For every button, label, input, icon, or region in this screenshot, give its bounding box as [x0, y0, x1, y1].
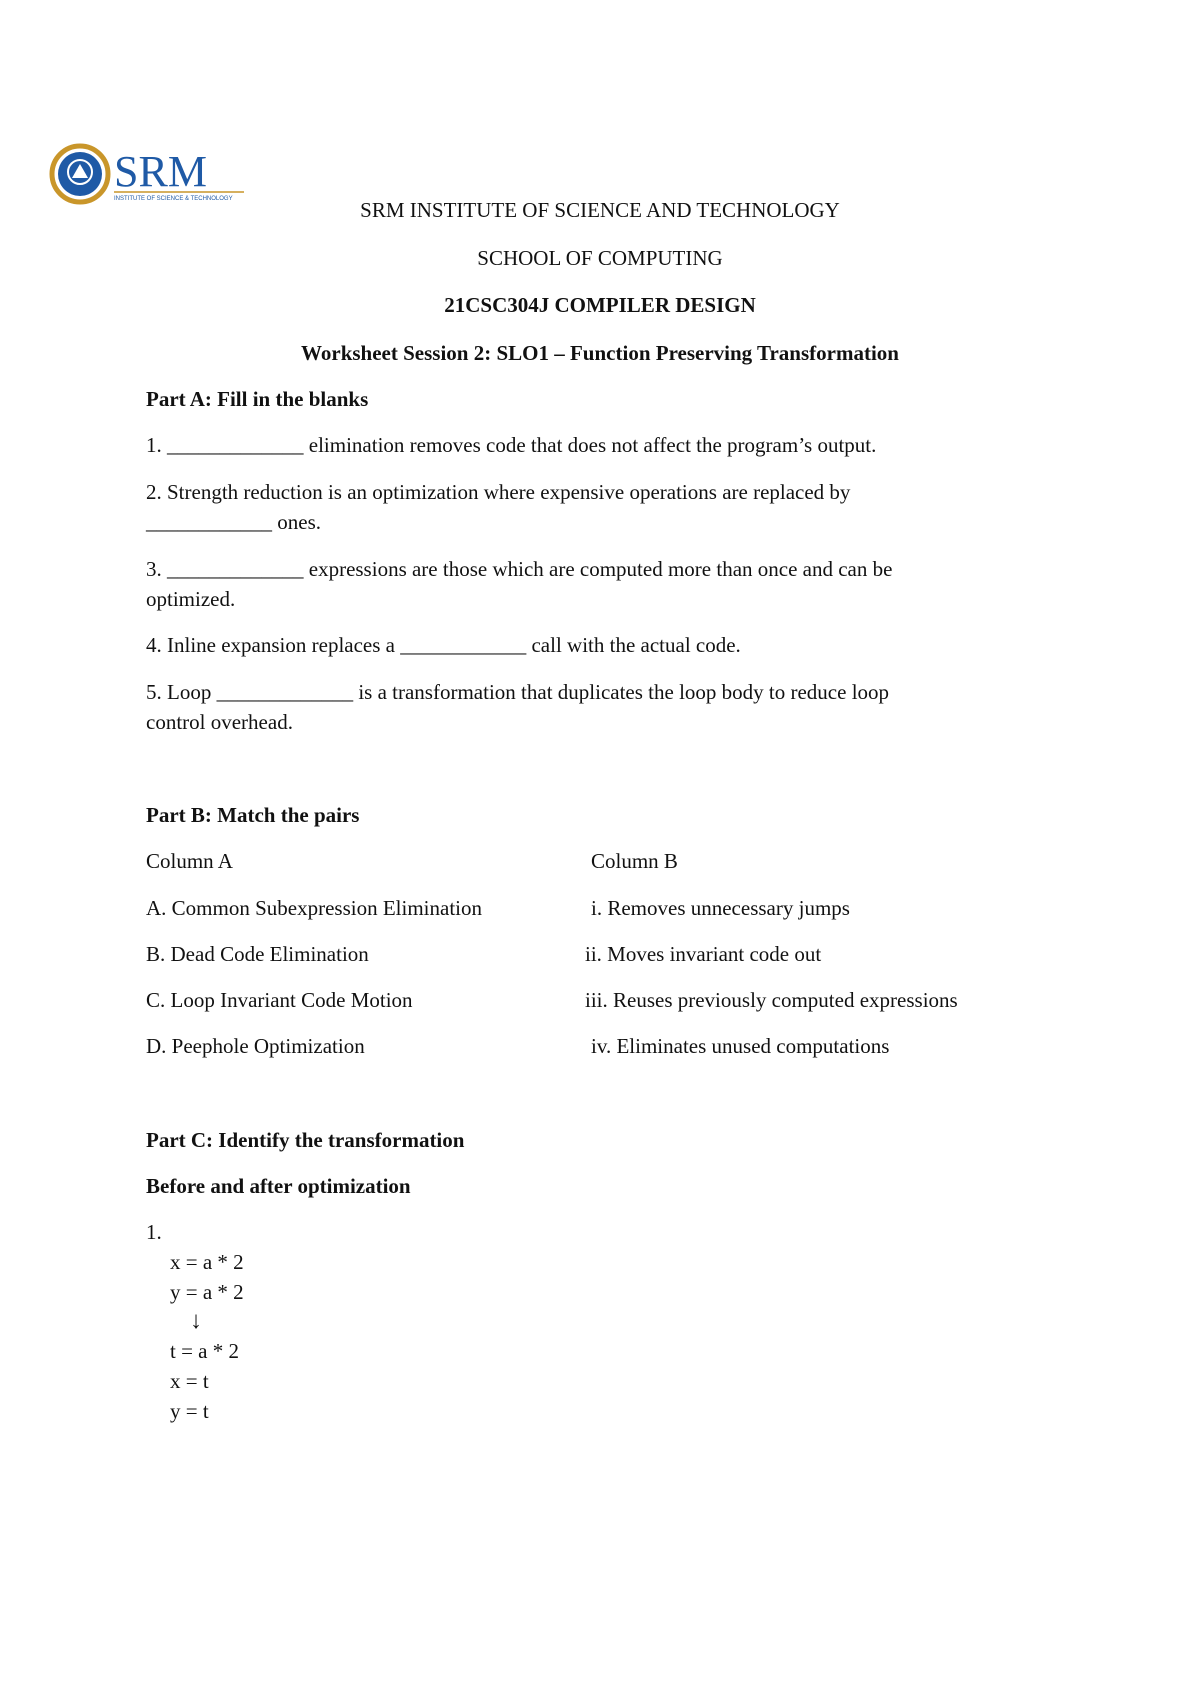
logo-subtext: INSTITUTE OF SCIENCE & TECHNOLOGY	[114, 196, 233, 202]
part-a-question-3: 3. _____________ expressions are those which are computed more than once and can be	[146, 557, 893, 581]
column-b-item: ii. Moves invariant code out	[585, 942, 822, 966]
session-title: Worksheet Session 2: SLO1 – Function Preserving Transformation	[301, 341, 899, 365]
part-a-question-3-cont: optimized.	[146, 587, 236, 611]
part-c-question-number: 1.	[146, 1220, 162, 1244]
logo-text: SRM	[114, 147, 207, 196]
part-a-question-2: 2. Strength reduction is an optimization where expensive operations are replaced by	[146, 480, 851, 504]
down-arrow-icon: ↓	[190, 1308, 202, 1334]
school-title: SCHOOL OF COMPUTING	[477, 246, 723, 270]
code-before-line: x = a * 2	[170, 1250, 244, 1274]
part-a-question-2-cont: ____________ ones.	[146, 510, 321, 534]
code-after-line: t = a * 2	[170, 1339, 239, 1363]
part-a-question-5-cont: control overhead.	[146, 710, 293, 734]
column-a-item: C. Loop Invariant Code Motion	[146, 988, 413, 1012]
column-a-item: A. Common Subexpression Elimination	[146, 896, 482, 920]
part-c-title: Part C: Identify the transformation	[146, 1128, 465, 1152]
column-a-item: B. Dead Code Elimination	[146, 942, 369, 966]
column-b-item: i. Removes unnecessary jumps	[591, 896, 850, 920]
part-a-question-1: 1. _____________ elimination removes code that does not affect the program’s output.	[146, 433, 877, 457]
column-b-item: iv. Eliminates unused computations	[591, 1034, 890, 1058]
column-a-item: D. Peephole Optimization	[146, 1034, 365, 1058]
code-after-line: y = t	[170, 1399, 209, 1423]
part-a-title: Part A: Fill in the blanks	[146, 387, 369, 411]
column-a-header: Column A	[146, 849, 233, 873]
code-after-line: x = t	[170, 1369, 209, 1393]
institute-title: SRM INSTITUTE OF SCIENCE AND TECHNOLOGY	[360, 198, 840, 222]
column-b-item: iii. Reuses previously computed expressions	[585, 988, 958, 1012]
course-title: 21CSC304J COMPILER DESIGN	[444, 293, 756, 317]
code-before-line: y = a * 2	[170, 1280, 244, 1304]
part-b-title: Part B: Match the pairs	[146, 803, 360, 827]
part-a-question-5: 5. Loop _____________ is a transformation that duplicates the loop body to reduce loop	[146, 680, 890, 704]
part-a-question-4: 4. Inline expansion replaces a ____________ call with the actual code.	[146, 633, 741, 657]
column-b-header: Column B	[591, 849, 678, 873]
part-c-subtitle: Before and after optimization	[146, 1174, 411, 1198]
